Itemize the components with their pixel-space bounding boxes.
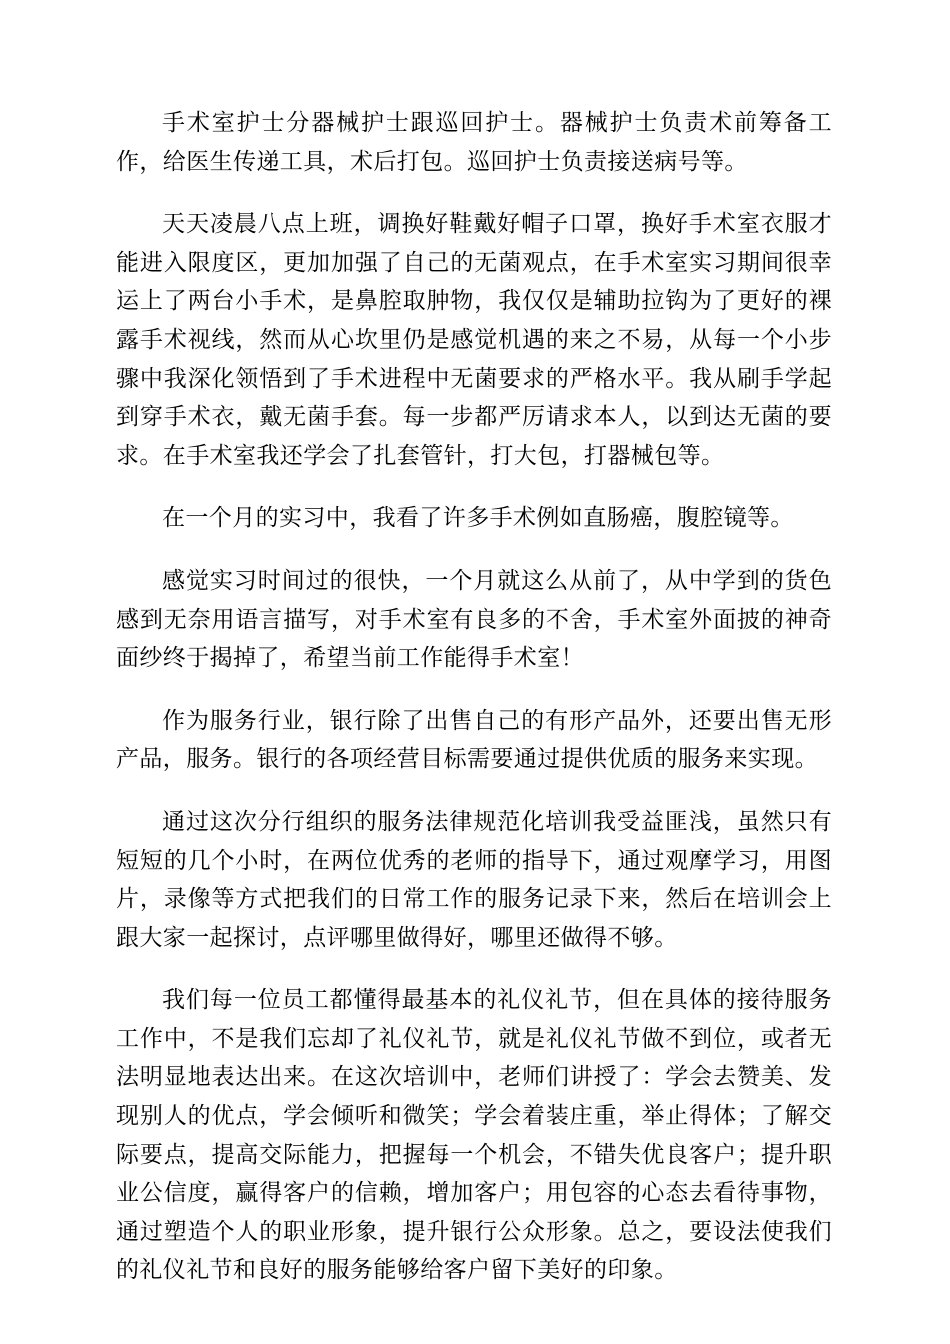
paragraph-7: 我们每一位员工都懂得最基本的礼仪礼节，但在具体的接待服务工作中，不是我们忘却了礼仪礼节，就是礼仪礼节做不到位，或者无法明显地表达出来。在这次培训中，老师们讲授了：学会去赞美、发现别人的优点，学会倾听和微笑；学会着装庄重，举止得体；了解交际要点，提高交际能力，把握每一个机会，不错失优良客户；提升职业公信度，赢得客户的信赖，增加客户；用包容的心态去看待事物，通过塑造个人的职业形象，提升银行公众形象。总之，要设法使我们的礼仪礼节和良好的服务能够给客户留下美好的印象。: [116, 987, 832, 1284]
paragraph-2: 天天凌晨八点上班，调换好鞋戴好帽子口罩，换好手术室衣服才能进入限度区，更加加强了自己的无菌观点，在手术室实习期间很幸运上了两台小手术，是鼻腔取肿物，我仅仅是辅助拉钩为了更好的裸露手术视线，然而从心坎里仍是感觉机遇的来之不易，从每一个小步骤中我深化领悟到了手术进程中无菌要求的严格水平。我从刷手学起到穿手术衣，戴无菌手套。每一步都严厉请求本人，以到达无菌的要求。在手术室我还学会了扎套管针，打大包，打器械包等。: [116, 211, 832, 469]
document-body: [116, 104, 832, 1314]
paragraph-4: 感觉实习时间过的很快，一个月就这么从前了，从中学到的货色感到无奈用语言描写，对手术室有良多的不舍，手术室外面披的神奇面纱终于揭掉了，希望当前工作能得手术室！: [116, 567, 832, 672]
paragraph-3: 在一个月的实习中，我看了许多手术例如直肠癌，腹腔镜等。: [162, 505, 794, 532]
paragraph-5: 作为服务行业，银行除了出售自己的有形产品外，还要出售无形产品，服务。银行的各项经营目标需要通过提供优质的服务来实现。: [116, 707, 832, 773]
paragraph-1: 手术室护士分器械护士跟巡回护士。器械护士负责术前筹备工作，给医生传递工具，术后打包。巡回护士负责接送病号等。: [116, 110, 832, 175]
paragraph-6: 通过这次分行组织的服务法律规范化培训我受益匪浅，虽然只有短短的几个小时，在两位优秀的老师的指导下，通过观摩学习，用图片，录像等方式把我们的日常工作的服务记录下来，然后在培训会上跟大家一起探讨，点评哪里做得好，哪里还做得不够。: [116, 808, 832, 951]
